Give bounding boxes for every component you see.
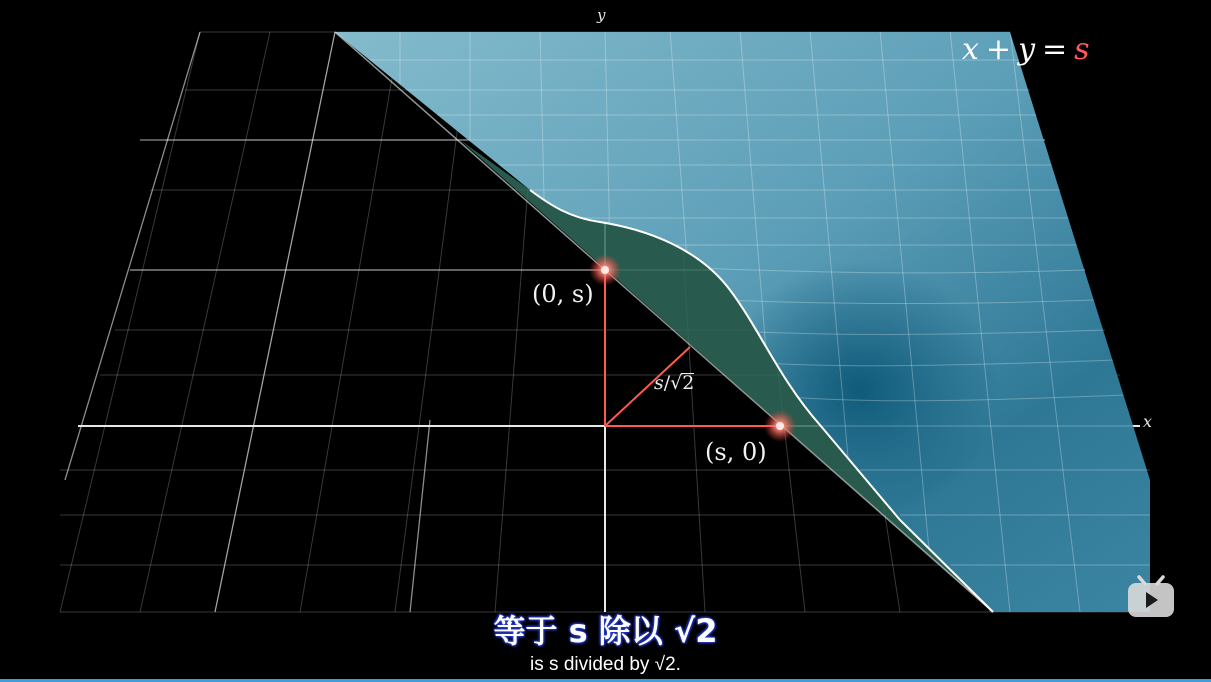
length-root: √	[670, 372, 683, 394]
x-axis-label: x	[1143, 412, 1153, 431]
equation-y: y	[1018, 32, 1037, 67]
y-axis-label: y	[597, 6, 606, 24]
length-two: 2	[682, 372, 695, 394]
point-right-label: (s, 0)	[705, 438, 767, 466]
equation-x: x	[962, 32, 980, 67]
point-top	[601, 266, 609, 274]
plane-equation	[962, 32, 1091, 67]
point-top-label: (0, s)	[532, 280, 594, 308]
length-s: s	[654, 372, 664, 394]
point-right	[776, 422, 784, 430]
hypotenuse-length-label	[654, 372, 694, 394]
bilibili-tv-icon	[1126, 574, 1176, 620]
length-slash: /	[663, 372, 671, 394]
equation-equals: =	[1042, 32, 1069, 67]
equation-s: s	[1074, 32, 1091, 67]
equation-plus: +	[985, 32, 1013, 67]
subtitle-english: is s divided by √2.	[530, 654, 681, 675]
subtitle-chinese: 等于 s 除以 √2	[493, 612, 718, 650]
